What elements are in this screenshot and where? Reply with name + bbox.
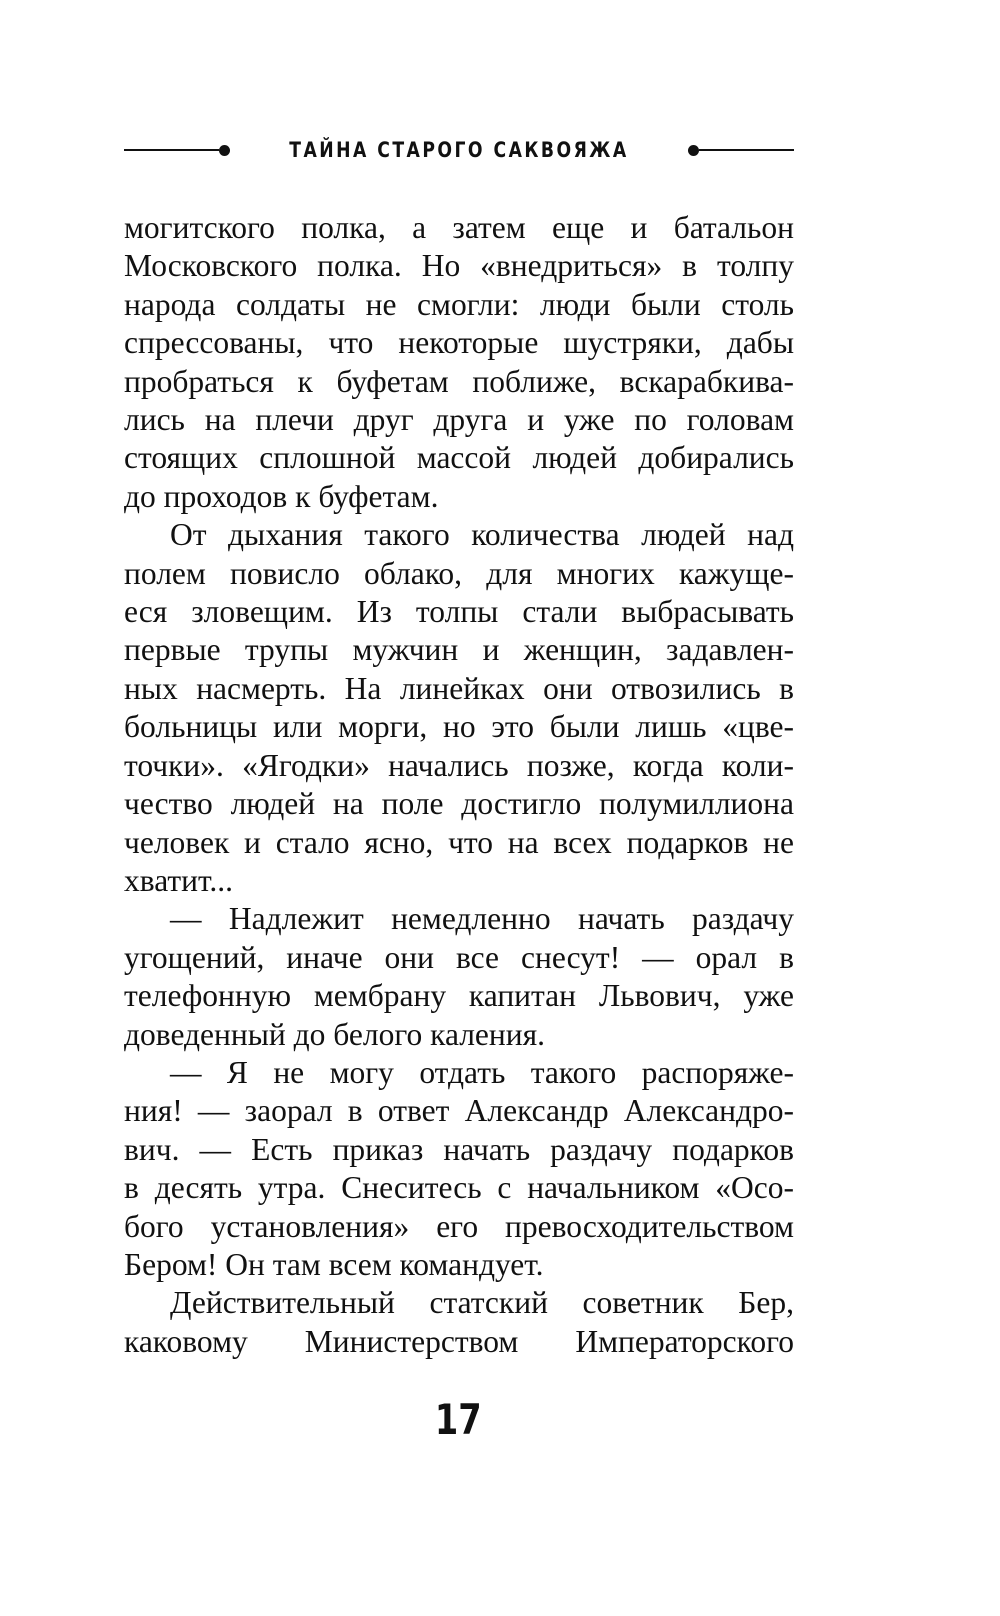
text-line: полем повисло облако, для многих кажуще- xyxy=(124,555,794,591)
header-rule-right xyxy=(699,149,794,151)
page-number: 17 xyxy=(434,1395,482,1444)
text-line: в десять утра. Снеситесь с начальником «Осо- xyxy=(124,1170,794,1206)
text-line: Московского полка. Но «внедриться» в толпу xyxy=(124,248,794,284)
text-line: ных насмерть. На линейках они отвозились в xyxy=(124,670,794,706)
text-line: хватит... xyxy=(124,862,234,898)
text-line: стоящих сплошной массой людей добирались xyxy=(124,440,794,476)
header-dot-left xyxy=(219,145,230,156)
text-line: могитского полка, а затем еще и батальон xyxy=(124,210,794,245)
header-dot-right xyxy=(688,145,699,156)
text-line: еся зловещим. Из толпы стали выбрасывать xyxy=(124,594,794,630)
text-line: человек и стало ясно, что на всех подарков не xyxy=(124,824,794,860)
text-line: чество людей на поле достигло полумиллиона xyxy=(124,786,794,822)
text-line: больницы или морги, но это были лишь «цве- xyxy=(124,709,794,745)
text-line: От дыхания такого количества людей над xyxy=(170,517,794,553)
running-header xyxy=(124,130,794,170)
header-rule-left xyxy=(124,149,219,151)
text-line: доведенный до белого каления. xyxy=(124,1016,545,1052)
text-line: — Я не могу отдать такого распоряже- xyxy=(170,1054,794,1090)
text-line: лись на плечи друг друга и уже по головам xyxy=(124,402,794,438)
text-line: пробраться к буфетам поближе, вскарабкива- xyxy=(124,363,794,399)
running-header-title: ТАЙНА СТАРОГО САКВОЯЖА xyxy=(289,138,629,162)
text-line: телефонную мембрану капитан Львович, уже xyxy=(124,978,794,1014)
text-line: бого установления» его превосходительством xyxy=(124,1208,794,1244)
text-line: угощений, иначе они все снесут! — орал в xyxy=(124,939,794,975)
text-line: каковому Министерством Императорского xyxy=(124,1323,794,1359)
text-line: первые трупы мужчин и женщин, задавлен- xyxy=(124,632,794,668)
text-line: — Надлежит немедленно начать раздачу xyxy=(170,901,794,937)
text-line: точки». «Ягодки» начались позже, когда коли- xyxy=(124,747,794,783)
text-line: спрессованы, что некоторые шустряки, дабы xyxy=(124,325,794,361)
text-line: народа солдаты не смогли: люди были столь xyxy=(124,286,794,322)
text-line: вич. — Есть приказ начать раздачу подарков xyxy=(124,1131,794,1167)
text-line: Действительный статский советник Бер, xyxy=(170,1285,794,1321)
text-line: до проходов к буфетам. xyxy=(124,478,439,514)
body-text xyxy=(124,209,794,1361)
text-line: Бером! Он там всем командует. xyxy=(124,1246,544,1282)
text-line: ния! — заорал в ответ Александр Александро- xyxy=(124,1093,794,1129)
